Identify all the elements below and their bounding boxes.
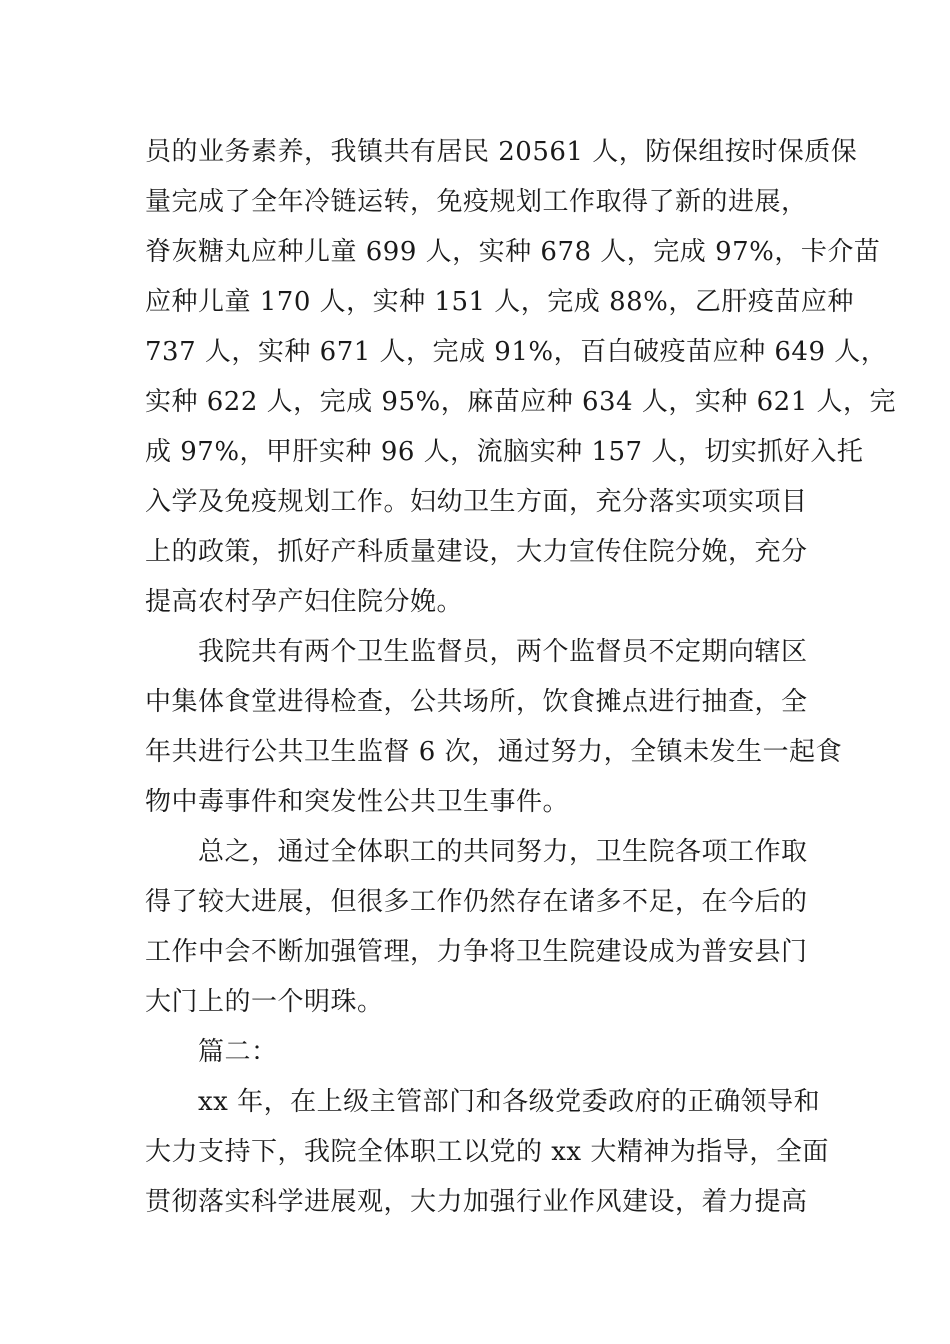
text-line: 737 人，实种 671 人，完成 91%，百白破疫苗应种 649 人， — [145, 337, 888, 367]
section-heading: 篇二： — [145, 1037, 278, 1067]
paragraph-start-line: xx 年，在上级主管部门和各级党委政府的正确领导和 — [145, 1087, 821, 1117]
text-line: 入学及免疫规划工作。妇幼卫生方面，充分落实项实项目 — [145, 487, 808, 517]
text-line: 大力支持下，我院全体职工以党的 xx 大精神为指导，全面 — [145, 1137, 829, 1167]
text-line: 中集体食堂进得检查，公共场所，饮食摊点进行抽查，全 — [145, 687, 808, 717]
text-line: 应种儿童 170 人，实种 151 人，完成 88%，乙肝疫苗应种 — [145, 287, 854, 317]
text-line: 实种 622 人，完成 95%，麻苗应种 634 人，实种 621 人，完 — [145, 387, 897, 417]
text-line: 提高农村孕产妇住院分娩。 — [145, 587, 464, 617]
text-line: 得了较大进展，但很多工作仍然存在诸多不足，在今后的 — [145, 887, 808, 917]
paragraph-start-line: 我院共有两个卫生监督员，两个监督员不定期向辖区 — [145, 637, 808, 667]
text-line: 上的政策，抓好产科质量建设，大力宣传住院分娩，充分 — [145, 537, 808, 567]
text-line: 大门上的一个明珠。 — [145, 987, 384, 1017]
text-line: 脊灰糖丸应种儿童 699 人，实种 678 人，完成 97%，卡介苗 — [145, 237, 881, 267]
document-body — [145, 127, 897, 1227]
text-line: 员的业务素养，我镇共有居民 20561 人，防保组按时保质保 — [145, 137, 858, 167]
text-line: 物中毒事件和突发性公共卫生事件。 — [145, 787, 570, 817]
text-line: 成 97%，甲肝实种 96 人，流脑实种 157 人，切实抓好入托 — [145, 437, 864, 467]
text-line: 年共进行公共卫生监督 6 次，通过努力，全镇未发生一起食 — [145, 737, 843, 767]
paragraph-start-line: 总之，通过全体职工的共同努力，卫生院各项工作取 — [145, 837, 808, 867]
text-line: 量完成了全年冷链运转，免疫规划工作取得了新的进展， — [145, 187, 808, 217]
text-line: 工作中会不断加强管理，力争将卫生院建设成为普安县门 — [145, 937, 808, 967]
text-line: 贯彻落实科学进展观，大力加强行业作风建设，着力提高 — [145, 1187, 808, 1217]
